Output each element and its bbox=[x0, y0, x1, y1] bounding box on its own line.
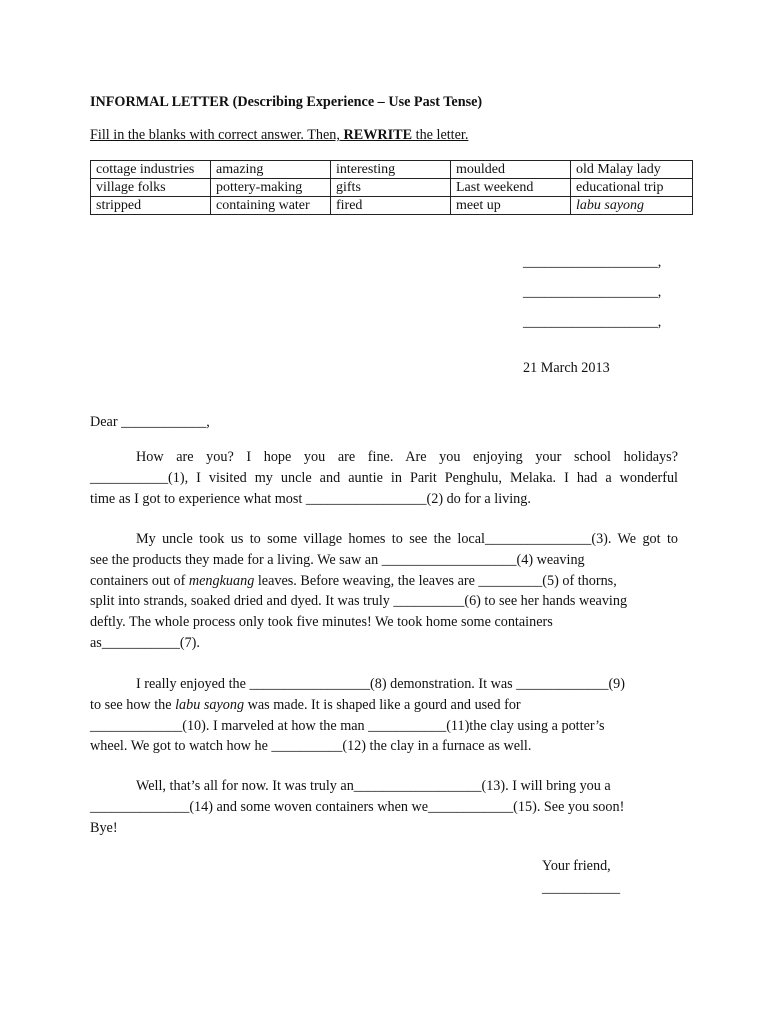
word-cell: village folks bbox=[91, 179, 211, 197]
paragraph-line: containers out of mengkuang leaves. Before weaving, the leaves are _________(5) of thorns, bbox=[90, 572, 617, 589]
instructions bbox=[90, 127, 468, 144]
paragraph-line: How are you? I hope you are fine. Are you enjoying your school holidays? bbox=[136, 449, 678, 465]
word-cell: amazing bbox=[211, 161, 331, 179]
letter-greeting: Dear ____________, bbox=[90, 414, 210, 430]
table-row bbox=[91, 161, 693, 179]
paragraph-2 bbox=[90, 529, 678, 654]
paragraph-line: My uncle took us to some village homes to see the local_______________(3). We got to bbox=[136, 531, 678, 547]
table-row bbox=[91, 197, 693, 215]
word-cell: gifts bbox=[331, 179, 451, 197]
paragraph-line: time as I got to experience what most _________________(2) do for a living. bbox=[90, 490, 531, 507]
worksheet-title: INFORMAL LETTER (Describing Experience – Use Past Tense) bbox=[90, 94, 483, 110]
word-cell: meet up bbox=[451, 197, 571, 215]
address-line: ___________________, bbox=[523, 314, 662, 330]
table-row bbox=[91, 179, 693, 197]
address-line: ___________________, bbox=[523, 284, 662, 300]
paragraph-3 bbox=[90, 674, 678, 757]
letter-date: 21 March 2013 bbox=[523, 360, 610, 376]
paragraph-line: Well, that’s all for now. It was truly an__________________(13). I will bring you a bbox=[136, 778, 611, 794]
word-cell: educational trip bbox=[571, 179, 693, 197]
paragraph-1 bbox=[90, 447, 678, 509]
word-cell: labu sayong bbox=[571, 197, 693, 215]
word-cell: old Malay lady bbox=[571, 161, 693, 179]
instructions-part2: the letter. bbox=[412, 127, 469, 143]
word-cell: containing water bbox=[211, 197, 331, 215]
word-cell: Last weekend bbox=[451, 179, 571, 197]
paragraph-line: see the products they made for a living. We saw an ___________________(4) weaving bbox=[90, 551, 585, 568]
word-cell: fired bbox=[331, 197, 451, 215]
paragraph-line: as___________(7). bbox=[90, 634, 200, 651]
paragraph-line: Bye! bbox=[90, 819, 118, 836]
letter-closing: Your friend, bbox=[542, 858, 611, 874]
word-cell: moulded bbox=[451, 161, 571, 179]
paragraph-line: ______________(14) and some woven containers when we____________(15). See you soon! bbox=[90, 798, 625, 815]
word-cell: cottage industries bbox=[91, 161, 211, 179]
paragraph-line: split into strands, soaked dried and dyed. It was truly __________(6) to see her hands weaving bbox=[90, 593, 628, 610]
paragraph-line: wheel. We got to watch how he __________(12) the clay in a furnace as well. bbox=[90, 738, 532, 755]
word-cell: pottery-making bbox=[211, 179, 331, 197]
signature-line: ___________ bbox=[542, 880, 621, 896]
word-bank-table bbox=[90, 160, 693, 215]
paragraph-line: to see how the labu sayong was made. It is shaped like a gourd and used for bbox=[90, 696, 521, 713]
word-cell: interesting bbox=[331, 161, 451, 179]
word-cell: stripped bbox=[91, 197, 211, 215]
address-line: ___________________, bbox=[523, 254, 662, 270]
paragraph-4 bbox=[90, 776, 678, 838]
instructions-part1: Fill in the blanks with correct answer. Then, bbox=[90, 127, 344, 143]
paragraph-line: I really enjoyed the _________________(8) demonstration. It was _____________(9) bbox=[136, 676, 625, 692]
paragraph-line: ___________(1), I visited my uncle and auntie in Parit Penghulu, Melaka. I had a wonderful bbox=[90, 469, 678, 486]
instructions-bold: REWRITE bbox=[343, 127, 413, 143]
paragraph-line: _____________(10). I marveled at how the man ___________(11)the clay using a potter’s bbox=[90, 717, 605, 734]
paragraph-line: deftly. The whole process only took five minutes! We took home some containers bbox=[90, 614, 553, 631]
